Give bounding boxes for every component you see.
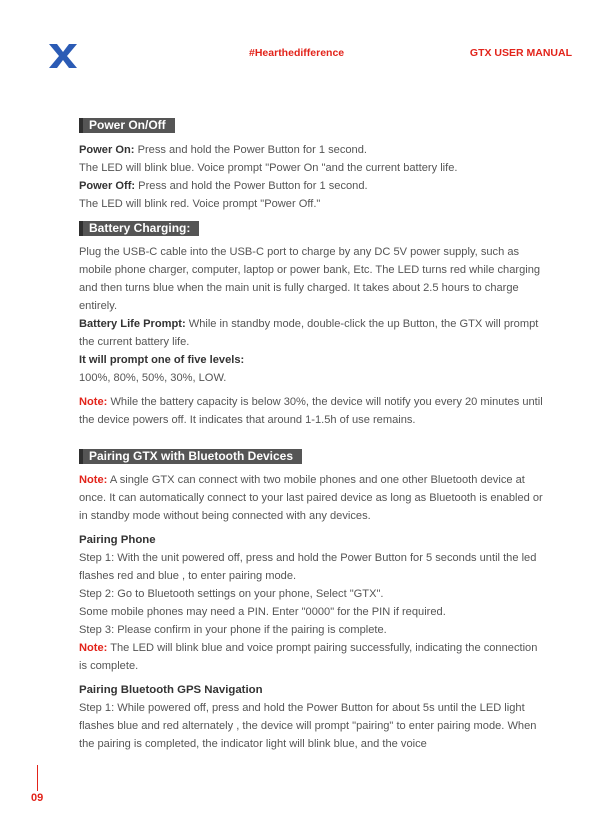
hashtag: #Hearthedifference xyxy=(249,47,345,59)
battery-note-text: While the battery capacity is below 30%, the device will notify you every 20 minutes until the device powers off. It indicates that around 1-1.5h of use remains. xyxy=(79,396,543,426)
page-number-bar xyxy=(37,765,38,791)
power-on-paragraph xyxy=(79,141,547,159)
power-on-label: Power On: xyxy=(79,144,135,156)
pairing-note2-paragraph xyxy=(79,639,547,675)
pairing-note-text: A single GTX can connect with two mobile phones and one other Bluetooth device at once. It can automatically connect to your last paired device as long as Bluetooth is enabled or in standby mode without being connected with any devices. xyxy=(79,474,543,522)
power-on-led: The LED will blink blue. Voice prompt "Power On "and the current battery life. xyxy=(79,162,458,174)
battery-life-paragraph xyxy=(79,315,547,351)
power-off-paragraph xyxy=(79,177,547,195)
page-content xyxy=(79,116,547,753)
pairing-gps-title: Pairing Bluetooth GPS Navigation xyxy=(79,684,263,696)
power-off-label: Power Off: xyxy=(79,180,136,192)
page-number: 09 xyxy=(31,792,44,804)
pairing-note2-text: The LED will blink blue and voice prompt pairing successfully, indicating the connection is complete. xyxy=(79,642,538,672)
pairing-step-1: Step 1: With the unit powered off, press and hold the Power Button for 5 seconds until the led flashes red and blue , to enter pairing mode. xyxy=(79,552,537,582)
battery-charging-text: Plug the USB-C cable into the USB-C port to charge by any DC 5V power supply, such as mobile phone charger, computer, laptop or power bank, Etc. The LED turns red while charging and then turns blue when the main unit is fully charged. It takes about 2.5 hours to charge entirely. xyxy=(79,246,541,312)
battery-note-paragraph xyxy=(79,393,547,429)
pairing-note-label: Note: xyxy=(79,474,108,486)
battery-levels-label: It will prompt one of five levels: xyxy=(79,354,245,366)
battery-life-label: Battery Life Prompt: xyxy=(79,318,186,330)
pairing-phone-title: Pairing Phone xyxy=(79,534,156,546)
pairing-section-heading: Pairing GTX with Bluetooth Devices xyxy=(79,449,302,464)
battery-life-text: While in standby mode, double-click the up Button, the GTX will prompt the current battery life. xyxy=(79,318,539,348)
pairing-step-3: Step 3: Please confirm in your phone if the pairing is complete. xyxy=(79,624,387,636)
battery-note-label: Note: xyxy=(79,396,108,408)
power-section-heading: Power On/Off xyxy=(79,118,175,133)
pairing-step-2: Step 2: Go to Bluetooth settings on your phone, Select "GTX". xyxy=(79,588,384,600)
pairing-pin-text: Some mobile phones may need a PIN. Enter "0000" for the PIN if required. xyxy=(79,606,446,618)
battery-section-heading: Battery Charging: xyxy=(79,221,199,236)
power-off-text: Press and hold the Power Button for 1 second. xyxy=(135,180,368,192)
pairing-note-paragraph xyxy=(79,471,547,525)
manual-title: GTX USER MANUAL xyxy=(469,47,572,59)
gtx-logo-icon xyxy=(49,44,77,68)
battery-levels: 100%, 80%, 50%, 30%, LOW. xyxy=(79,372,227,384)
power-off-led: The LED will blink red. Voice prompt "Power Off." xyxy=(79,198,321,210)
power-on-text: Press and hold the Power Button for 1 second. xyxy=(134,144,367,156)
pairing-note2-label: Note: xyxy=(79,642,108,654)
pairing-gps-step-1: Step 1: While powered off, press and hold the Power Button for about 5s until the LED light flashes blue and red alternately , the device will prompt "pairing" to enter pairing mode. When the pairing is completed, the indicator light will blink blue, and the voice xyxy=(79,702,537,750)
